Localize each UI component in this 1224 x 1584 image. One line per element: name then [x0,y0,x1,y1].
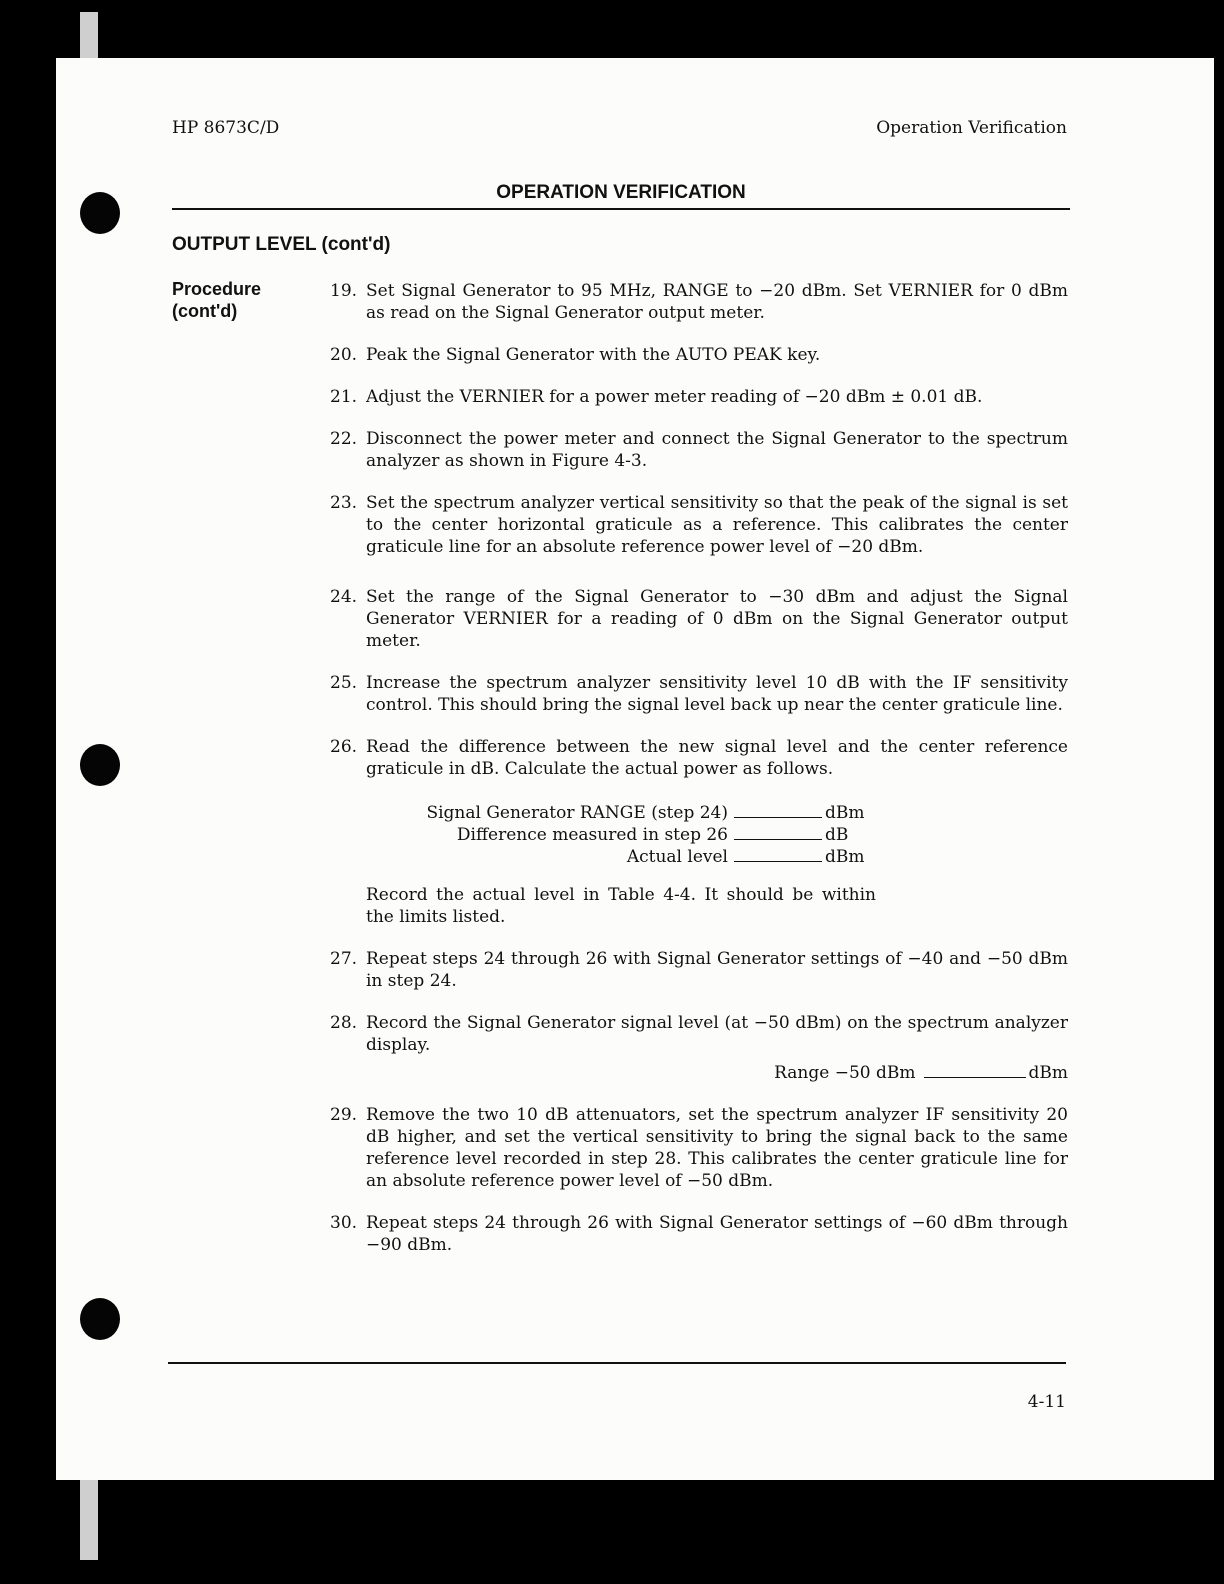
procedure-label-line1: Procedure [172,279,262,299]
binder-hole-middle [80,744,120,786]
range-entry-unit: dBm [1028,1063,1068,1083]
footer-rule [168,1362,1066,1364]
page-number: 4-11 [1027,1392,1066,1412]
step-text: Repeat steps 24 through 26 with Signal Generator settings of −60 dBm through −90 dBm. [366,1213,1068,1255]
step-25: 25. Increase the spectrum analyzer sensitivity level 10 dB with the IF sensitivity control. This should bring the signal level back up near the center graticule line. [330,673,1068,715]
blank-entry-line [734,803,822,818]
step-text: Increase the spectrum analyzer sensitivity level 10 dB with the IF sensitivity control. This should bring the signal level back up near the center graticule line. [366,673,1068,715]
step-text: Read the difference between the new signal level and the center reference graticule in dB. Calculate the actual power as follows. [366,737,1068,779]
subheading: OUTPUT LEVEL (cont'd) [172,234,391,255]
section-title: OPERATION VERIFICATION [496,182,746,203]
step-text: Disconnect the power meter and connect the Signal Generator to the spectrum analyzer as shown in Figure 4-3. [366,429,1068,471]
binder-hole-top [80,192,120,234]
step-30: 30. Repeat steps 24 through 26 with Signal Generator settings of −60 dBm through −90 dBm. [330,1213,1068,1255]
section-rule [172,208,1070,210]
blank-entry-line [924,1063,1026,1078]
step-22: 22. Disconnect the power meter and connect the Signal Generator to the spectrum analyzer as shown in Figure 4-3. [330,429,1068,471]
step-text: Repeat steps 24 through 26 with Signal Generator settings of −40 and −50 dBm in step 24. [366,949,1068,991]
step-24: 24. Set the range of the Signal Generator to −30 dBm and adjust the Signal Generator VERNIER for a reading of 0 dBm on the Signal Generator output meter. [330,587,1068,651]
power-calculation [424,802,1068,868]
manual-model: HP 8673C/D [172,118,280,138]
step-27: 27. Repeat steps 24 through 26 with Signal Generator settings of −40 and −50 dBm in step 24. [330,949,1068,991]
step-29: 29. Remove the two 10 dB attenuators, set the spectrum analyzer IF sensitivity 20 dB higher, and set the vertical sensitivity to bring the signal back to the same reference level recorded in step 28. This calibrates the center graticule line for an absolute reference power level of −50 dBm. [330,1105,1068,1191]
step-text: Set Signal Generator to 95 MHz, RANGE to −20 dBm. Set VERNIER for 0 dBm as read on the Signal Generator output meter. [366,281,1068,323]
step-21: 21. Adjust the VERNIER for a power meter reading of −20 dBm ± 0.01 dB. [330,387,983,407]
procedure-label [172,278,312,322]
step-text: Peak the Signal Generator with the AUTO PEAK key. [366,345,821,365]
step-text: Remove the two 10 dB attenuators, set the spectrum analyzer IF sensitivity 20 dB higher, and set the vertical sensitivity to bring the signal back to the same reference level recorded in step 28. This calibrates the center graticule line for an absolute reference power level of −50 dBm. [366,1105,1068,1191]
range-entry-label: Range −50 dBm [774,1063,916,1083]
calc-row-range: Signal Generator RANGE (step 24) dBm [426,803,865,823]
step-28: 28. Record the Signal Generator signal level (at −50 dBm) on the spectrum analyzer display. Range −50 dBm dBm [330,1013,1068,1083]
step-text: Set the spectrum analyzer vertical sensitivity so that the peak of the signal is set to the center horizontal graticule as a reference. This calibrates the center graticule line for an absolute reference power level of −20 dBm. [366,493,1068,557]
record-note: Record the actual level in Table 4-4. It should be within the limits listed. [366,885,876,927]
step-text: Record the Signal Generator signal level (at −50 dBm) on the spectrum analyzer display. [366,1013,1068,1055]
step-19: 19. Set Signal Generator to 95 MHz, RANGE to −20 dBm. Set VERNIER for 0 dBm as read on the Signal Generator output meter. [330,281,1068,323]
blank-entry-line [734,825,822,840]
procedure-label-line2: (cont'd) [172,301,238,321]
step-text: Set the range of the Signal Generator to −30 dBm and adjust the Signal Generator VERNIER for a reading of 0 dBm on the Signal Generator output meter. [366,587,1068,651]
binder-hole-bottom [80,1298,120,1340]
step-26: 26. Read the difference between the new signal level and the center reference graticule in dB. Calculate the actual power as follows. Signal Generator RANGE (step 24) dBm Difference measured in step 26 dB Actual level dBm Record the actual level in Table 4-4. It should be within the limits listed. [330,737,1068,927]
range-entry [366,1062,1068,1084]
chapter-title: Operation Verification [876,118,1067,138]
blank-entry-line [734,847,822,862]
step-23: 23. Set the spectrum analyzer vertical sensitivity so that the peak of the signal is set to the center horizontal graticule as a reference. This calibrates the center graticule line for an absolute reference power level of −20 dBm. [330,493,1068,557]
step-text: Adjust the VERNIER for a power meter reading of −20 dBm ± 0.01 dB. [366,387,983,407]
procedure-steps [330,280,1068,1276]
scan-edge-bottom [80,1480,98,1560]
step-20: 20. Peak the Signal Generator with the AUTO PEAK key. [330,345,821,365]
calc-row-difference: Difference measured in step 26 dB [456,825,849,845]
calc-row-actual: Actual level dBm [626,847,865,867]
scan-edge-top [80,12,98,58]
